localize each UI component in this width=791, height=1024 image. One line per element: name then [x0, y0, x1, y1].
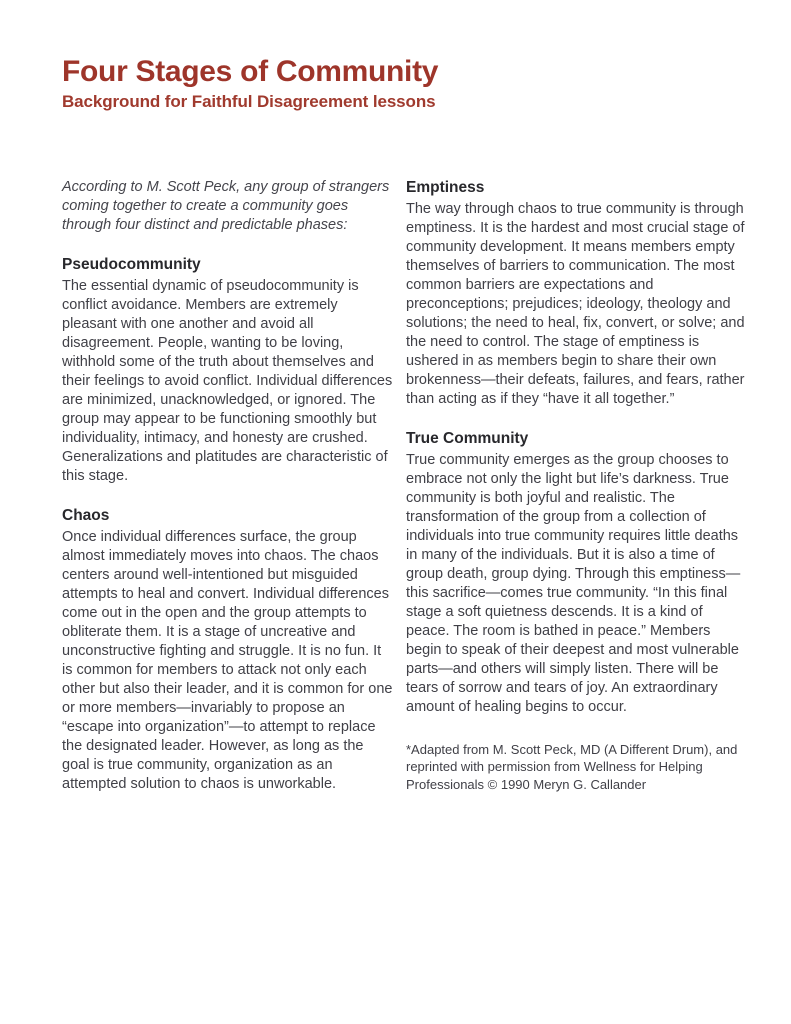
- section-body-emptiness: The way through chaos to true community is through emptiness. It is the hardest and most crucial stage of community development. It means members empty themselves of barriers to communication. The most common barriers are expectations and preconceptions; prejudices; ideology, theology and solutions; the need to heal, fix, convert, or solve; and the need to control. The stage of emptiness is ushered in as members begin to share their own brokenness—their defeats, failures, and fears, rather than acting as if they “have it all together.”: [406, 200, 745, 407]
- section-body-pseudocommunity: The essential dynamic of pseudocommunity is conflict avoidance. Members are extremely pleasant with one another and avoid all disagreement. People, wanting to be loving, withhold some of the truth about themselves and their feelings to avoid conflict. Individual differences are minimized, unacknowledged, or ignored. The group may appear to be functioning smoothly but individuality, intimacy, and honesty are crushed. Generalizations and platitudes are characteristic of this stage.: [62, 277, 393, 484]
- right-column: [406, 178, 745, 794]
- section-heading-true-community: True Community: [406, 429, 529, 447]
- section-body-chaos: Once individual differences surface, the group almost immediately moves into chaos. The chaos centers around well-intentioned but misguided attempts to heal and convert. Individual differences come out in the open and the group attempts to obliterate them. It is a stage of uncreative and unconstructive fighting and struggle. It is no fun. It is common for members to attack not only each other but also their leader, and it is common for one or more members—invariably to propose an “escape into organization”—to attempt to replace the designated leader. However, as long as the goal is true community, organization as an attempted solution to chaos is unworkable.: [62, 528, 393, 792]
- source-footnote: *Adapted from M. Scott Peck, MD (A Different Drum), and reprinted with permission from Wellness for Helping Professionals © 1990 Meryn G. Callander: [406, 741, 738, 792]
- page-title: Four Stages of Community: [62, 55, 439, 88]
- page-subtitle: Background for Faithful Disagreement lessons: [62, 91, 436, 111]
- document-masthead: [0, 0, 791, 112]
- section-heading-chaos: Chaos: [62, 506, 110, 524]
- section-heading-pseudocommunity: Pseudocommunity: [62, 255, 201, 273]
- left-column: [62, 178, 394, 794]
- two-column-body: [0, 178, 791, 794]
- section-heading-emptiness: Emptiness: [406, 178, 485, 196]
- intro-paragraph: According to M. Scott Peck, any group of strangers coming together to create a community goes through four distinct and predictable phases:: [62, 178, 390, 233]
- section-body-true-community: True community emerges as the group chooses to embrace not only the light but life’s darkness. True community is both joyful and realistic. The transformation of the group from a collection of individuals into true community requires little deaths in many of the individuals. But it is also a time of group death, group dying. Through this emptiness—this sacrifice—comes true community. “In this final stage a soft quietness descends. It is a kind of peace. The room is bathed in peace.” Members begin to speak of their deepest and most vulnerable parts—and others will simply listen. There will be tears of sorrow and tears of joy. An extraordinary amount of healing begins to occur.: [406, 451, 741, 715]
